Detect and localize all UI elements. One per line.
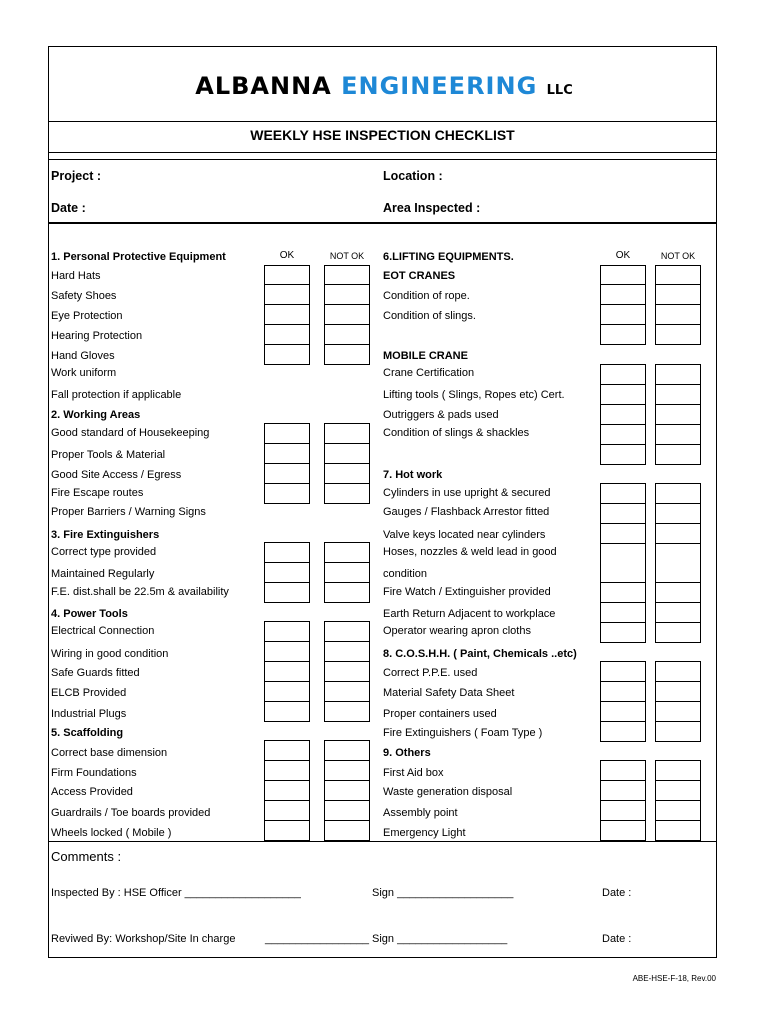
not-ok-checkbox[interactable]: [324, 800, 370, 821]
ok-checkbox[interactable]: [600, 800, 646, 821]
not-ok-checkbox[interactable]: [324, 681, 370, 702]
ok-checkbox[interactable]: [264, 760, 310, 781]
left-item-label: Guardrails / Toe boards provided: [51, 807, 211, 819]
not-ok-checkbox[interactable]: [655, 324, 701, 345]
not-ok-checkbox[interactable]: [655, 304, 701, 325]
not-ok-checkbox[interactable]: [655, 661, 701, 682]
not-ok-checkbox[interactable]: [324, 265, 370, 285]
not-ok-checkbox[interactable]: [655, 701, 701, 722]
not-ok-checkbox[interactable]: [324, 324, 370, 345]
not-ok-checkbox[interactable]: [655, 800, 701, 821]
ok-checkbox[interactable]: [600, 820, 646, 841]
inspected-by-field[interactable]: Inspected By : HSE Officer ___________________: [51, 887, 301, 899]
ok-checkbox[interactable]: [600, 324, 646, 345]
ok-checkbox[interactable]: [600, 701, 646, 722]
right-item-label: Assembly point: [383, 807, 458, 819]
left-section-heading: 4. Power Tools: [51, 608, 128, 620]
right-item-label: Condition of rope.: [383, 290, 470, 302]
right-item-label: Outriggers & pads used: [383, 409, 499, 421]
area-inspected-label: Area Inspected :: [383, 201, 481, 215]
right-item-label: Valve keys located near cylinders: [383, 529, 546, 541]
not-ok-checkbox[interactable]: [324, 423, 370, 444]
right-item-label: Earth Return Adjacent to workplace: [383, 608, 556, 620]
right-item-label: Waste generation disposal: [383, 786, 513, 798]
not-ok-checkbox[interactable]: [324, 483, 370, 504]
sign-field[interactable]: Sign __________________: [372, 933, 508, 945]
ok-checkbox[interactable]: [600, 404, 646, 425]
ok-checkbox[interactable]: [264, 562, 310, 583]
ok-checkbox[interactable]: [264, 820, 310, 841]
right-section-heading: 8. C.O.S.H.H. ( Paint, Chemicals ..etc): [383, 648, 577, 660]
ok-checkbox[interactable]: [264, 621, 310, 642]
not-ok-checkbox[interactable]: [655, 681, 701, 702]
left-item-label: Hand Gloves: [51, 350, 115, 362]
ok-checkbox[interactable]: [600, 760, 646, 781]
not-ok-checkbox[interactable]: [324, 304, 370, 325]
not-ok-checkbox[interactable]: [324, 284, 370, 305]
form-title: WEEKLY HSE INSPECTION CHECKLIST: [250, 127, 515, 143]
left-section-heading: 5. Scaffolding: [51, 727, 124, 739]
company-suffix: LLC: [546, 83, 573, 98]
reviewed-by-label: Reviwed By: Workshop/Site In charge: [51, 933, 236, 945]
left-section-heading: 3. Fire Extinguishers: [51, 529, 160, 541]
form-code: ABE-HSE-F-18, Rev.00: [632, 974, 716, 983]
not-ok-checkbox[interactable]: [324, 760, 370, 781]
ok-checkbox[interactable]: [264, 740, 310, 761]
left-item-label: Hearing Protection: [51, 330, 143, 342]
ok-checkbox[interactable]: [600, 424, 646, 445]
not-ok-checkbox[interactable]: [655, 265, 701, 285]
ok-checkbox[interactable]: [600, 265, 646, 285]
not-ok-checkbox[interactable]: [655, 364, 701, 385]
left-section-heading: 2. Working Areas: [51, 409, 141, 421]
ok-checkbox[interactable]: [264, 542, 310, 563]
right-item-label: condition: [383, 568, 428, 580]
ok-checkbox[interactable]: [264, 265, 310, 285]
ok-checkbox[interactable]: [264, 582, 310, 603]
right-item-label: Emergency Light: [383, 827, 466, 839]
comments-label: Comments :: [51, 849, 122, 864]
ok-checkbox[interactable]: [600, 523, 646, 544]
not-ok-checkbox[interactable]: [324, 463, 370, 484]
project-label: Project :: [51, 169, 102, 183]
not-ok-checkbox[interactable]: [655, 602, 701, 623]
left-item-label: F.E. dist.shall be 22.5m & availability: [51, 586, 229, 598]
ok-checkbox[interactable]: [600, 602, 646, 623]
not-ok-checkbox[interactable]: [655, 444, 701, 465]
right-item-label: Gauges / Flashback Arrestor fitted: [383, 506, 550, 518]
ok-checkbox[interactable]: [600, 304, 646, 325]
left-item-label: Wiring in good condition: [51, 648, 169, 660]
left-item-label: Correct type provided: [51, 546, 157, 558]
right-item-label: Proper containers used: [383, 708, 497, 720]
left-item-label: Hard Hats: [51, 270, 101, 282]
reviewed-by-field[interactable]: _________________: [265, 933, 370, 945]
divider: [48, 152, 717, 153]
right-section-heading: 7. Hot work: [383, 469, 443, 481]
not-ok-checkbox[interactable]: [655, 543, 701, 583]
ok-checkbox[interactable]: [264, 800, 310, 821]
not-ok-checkbox[interactable]: [324, 621, 370, 642]
not-ok-checkbox[interactable]: [324, 582, 370, 603]
ok-checkbox[interactable]: [264, 463, 310, 484]
not-ok-checkbox[interactable]: [324, 780, 370, 801]
left-section-heading: 1. Personal Protective Equipment: [51, 251, 226, 263]
not-ok-checkbox[interactable]: [655, 760, 701, 781]
company-name-part1: ALBANNA: [195, 72, 332, 100]
divider: [48, 222, 717, 224]
not-ok-checkbox[interactable]: [324, 443, 370, 464]
not-ok-column-header: NOT OK: [660, 251, 696, 261]
ok-column-header: OK: [615, 250, 631, 261]
ok-checkbox[interactable]: [600, 483, 646, 504]
not-ok-checkbox[interactable]: [324, 344, 370, 365]
ok-checkbox[interactable]: [264, 304, 310, 325]
ok-checkbox[interactable]: [600, 543, 646, 583]
left-item-label: Correct base dimension: [51, 747, 168, 759]
ok-column-header: OK: [279, 250, 295, 261]
ok-checkbox[interactable]: [264, 443, 310, 464]
right-section-heading: 9. Others: [383, 747, 431, 759]
location-label: Location :: [383, 169, 443, 183]
left-item-label: Maintained Regularly: [51, 568, 155, 580]
ok-checkbox[interactable]: [600, 681, 646, 702]
not-ok-column-header: NOT OK: [329, 251, 365, 261]
ok-checkbox[interactable]: [264, 661, 310, 682]
not-ok-checkbox[interactable]: [324, 661, 370, 682]
ok-checkbox[interactable]: [600, 384, 646, 405]
divider: [48, 121, 717, 122]
ok-checkbox[interactable]: [600, 582, 646, 603]
left-item-label: Proper Tools & Material: [51, 449, 166, 461]
not-ok-checkbox[interactable]: [655, 721, 701, 742]
ok-checkbox[interactable]: [600, 364, 646, 385]
left-item-label: Firm Foundations: [51, 767, 137, 779]
right-item-label: Crane Certification: [383, 367, 475, 379]
ok-checkbox[interactable]: [264, 483, 310, 504]
left-item-label: ELCB Provided: [51, 687, 127, 699]
not-ok-checkbox[interactable]: [655, 780, 701, 801]
ok-checkbox[interactable]: [264, 284, 310, 305]
not-ok-checkbox[interactable]: [655, 284, 701, 305]
ok-checkbox[interactable]: [600, 661, 646, 682]
right-item-label: Hoses, nozzles & weld lead in good: [383, 546, 557, 558]
right-section-heading: MOBILE CRANE: [383, 350, 468, 362]
ok-checkbox[interactable]: [600, 721, 646, 742]
right-section-heading: 6.LIFTING EQUIPMENTS.: [383, 251, 514, 263]
not-ok-checkbox[interactable]: [324, 562, 370, 583]
date-field[interactable]: Date :: [602, 887, 632, 899]
ok-checkbox[interactable]: [600, 284, 646, 305]
right-item-label: Cylinders in use upright & secured: [383, 487, 551, 499]
ok-checkbox[interactable]: [264, 641, 310, 662]
left-item-label: Industrial Plugs: [51, 708, 127, 720]
company-logo: [0, 72, 768, 100]
ok-checkbox[interactable]: [600, 444, 646, 465]
right-section-heading: EOT CRANES: [383, 270, 456, 282]
divider: [48, 159, 717, 160]
not-ok-checkbox[interactable]: [324, 542, 370, 563]
not-ok-checkbox[interactable]: [655, 384, 701, 405]
sign-field[interactable]: Sign ___________________: [372, 887, 514, 899]
not-ok-checkbox[interactable]: [655, 483, 701, 504]
right-item-label: Condition of slings & shackles: [383, 427, 530, 439]
ok-checkbox[interactable]: [600, 780, 646, 801]
left-item-label: Electrical Connection: [51, 625, 155, 637]
ok-checkbox[interactable]: [264, 701, 310, 722]
not-ok-checkbox[interactable]: [324, 641, 370, 662]
ok-checkbox[interactable]: [264, 344, 310, 365]
company-name-part2: ENGINEERING: [341, 72, 538, 100]
divider: [48, 841, 717, 842]
right-item-label: Lifting tools ( Slings, Ropes etc) Cert.: [383, 389, 565, 401]
not-ok-checkbox[interactable]: [655, 523, 701, 544]
left-item-label: Fire Escape routes: [51, 487, 144, 499]
date-field[interactable]: Date :: [602, 933, 632, 945]
right-item-label: Material Safety Data Sheet: [383, 687, 515, 699]
ok-checkbox[interactable]: [264, 780, 310, 801]
not-ok-checkbox[interactable]: [324, 740, 370, 761]
left-item-label: Work uniform: [51, 367, 117, 379]
left-item-label: Fall protection if applicable: [51, 389, 182, 401]
not-ok-checkbox[interactable]: [655, 622, 701, 643]
not-ok-checkbox[interactable]: [655, 404, 701, 425]
right-item-label: Correct P.P.E. used: [383, 667, 478, 679]
left-item-label: Good standard of Housekeeping: [51, 427, 210, 439]
not-ok-checkbox[interactable]: [655, 503, 701, 524]
right-item-label: First Aid box: [383, 767, 444, 779]
not-ok-checkbox[interactable]: [655, 820, 701, 841]
not-ok-checkbox[interactable]: [324, 701, 370, 722]
left-item-label: Eye Protection: [51, 310, 123, 322]
right-item-label: Fire Watch / Extinguisher provided: [383, 586, 551, 598]
ok-checkbox[interactable]: [600, 622, 646, 643]
left-item-label: Access Provided: [51, 786, 133, 798]
date-label: Date :: [51, 201, 86, 215]
left-item-label: Wheels locked ( Mobile ): [51, 827, 172, 839]
ok-checkbox[interactable]: [264, 324, 310, 345]
right-item-label: Fire Extinguishers ( Foam Type ): [383, 727, 543, 739]
ok-checkbox[interactable]: [600, 503, 646, 524]
not-ok-checkbox[interactable]: [655, 582, 701, 603]
left-item-label: Safe Guards fitted: [51, 667, 140, 679]
right-item-label: Operator wearing apron cloths: [383, 625, 531, 637]
ok-checkbox[interactable]: [264, 681, 310, 702]
left-item-label: Safety Shoes: [51, 290, 117, 302]
left-item-label: Proper Barriers / Warning Signs: [51, 506, 206, 518]
not-ok-checkbox[interactable]: [324, 820, 370, 841]
ok-checkbox[interactable]: [264, 423, 310, 444]
left-item-label: Good Site Access / Egress: [51, 469, 182, 481]
right-item-label: Condition of slings.: [383, 310, 476, 322]
not-ok-checkbox[interactable]: [655, 424, 701, 445]
